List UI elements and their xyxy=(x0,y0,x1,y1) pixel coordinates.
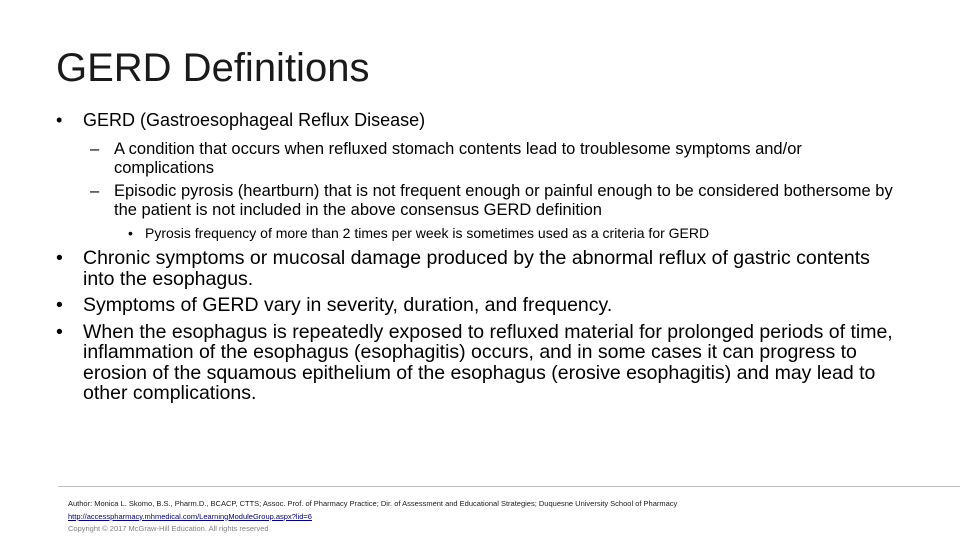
sub-sub-bullet-pyrosis-frequency xyxy=(56,225,906,242)
footer-link[interactable]: http://accesspharmacy.mhmedical.com/LearningModuleGroup.aspx?lid=6 xyxy=(68,511,312,521)
footer-author: Author: Monica L. Skomo, B.S., Pharm.D., BCACP, CTTS; Assoc. Prof. of Pharmacy Practice; Dir. of Assessment and Educational Strategies; Duquesne University School of Pharmacy xyxy=(68,499,678,508)
bullet-marker: • xyxy=(128,225,133,241)
bullet-marker: • xyxy=(56,294,63,316)
bullet-text: GERD (Gastroesophageal Reflux Disease) xyxy=(83,110,426,130)
bullet-text: Chronic symptoms or mucosal damage produced by the abnormal reflux of gastric contents into the esophagus. xyxy=(83,247,870,290)
footer-copyright: Copyright © 2017 McGraw-Hill Education. All rights reserved xyxy=(68,524,269,533)
sub-sub-bullet-text: Pyrosis frequency of more than 2 times per week is sometimes used as a criteria for GERD xyxy=(145,225,710,241)
bullet-chronic-symptoms xyxy=(56,248,906,289)
sub-bullet-episodic-pyrosis xyxy=(56,182,906,220)
bullet-esophagus-exposure xyxy=(56,322,906,404)
sub-bullet-condition xyxy=(56,140,906,178)
bullet-text: When the esophagus is repeatedly exposed to refluxed material for prolonged periods of time, inflammation of the esophagus (esophagitis) occurs, and in some cases it can progress to erosion of the squamous epithelium of the esophagus (erosive esophagitis) and may lead to other complications. xyxy=(83,320,893,404)
footer xyxy=(68,498,948,536)
slide-content xyxy=(56,110,906,404)
slide-title: GERD Definitions xyxy=(56,46,370,90)
bullet-marker: • xyxy=(56,320,63,343)
sub-bullet-text: A condition that occurs when refluxed stomach contents lead to troublesome symptoms and/or complications xyxy=(114,140,802,177)
bullet-marker: • xyxy=(56,247,63,269)
footer-divider xyxy=(58,486,960,487)
bullet-gerd xyxy=(56,110,906,130)
bullet-marker: • xyxy=(56,110,63,130)
bullet-symptoms-vary xyxy=(56,295,906,316)
bullet-text: Symptoms of GERD vary in severity, duration, and frequency. xyxy=(83,294,613,316)
dash-marker: – xyxy=(90,140,100,158)
sub-bullet-text: Episodic pyrosis (heartburn) that is not frequent enough or painful enough to be considered bothersome by the patient is not included in the above consensus GERD definition xyxy=(114,182,893,219)
dash-marker: – xyxy=(90,182,100,200)
